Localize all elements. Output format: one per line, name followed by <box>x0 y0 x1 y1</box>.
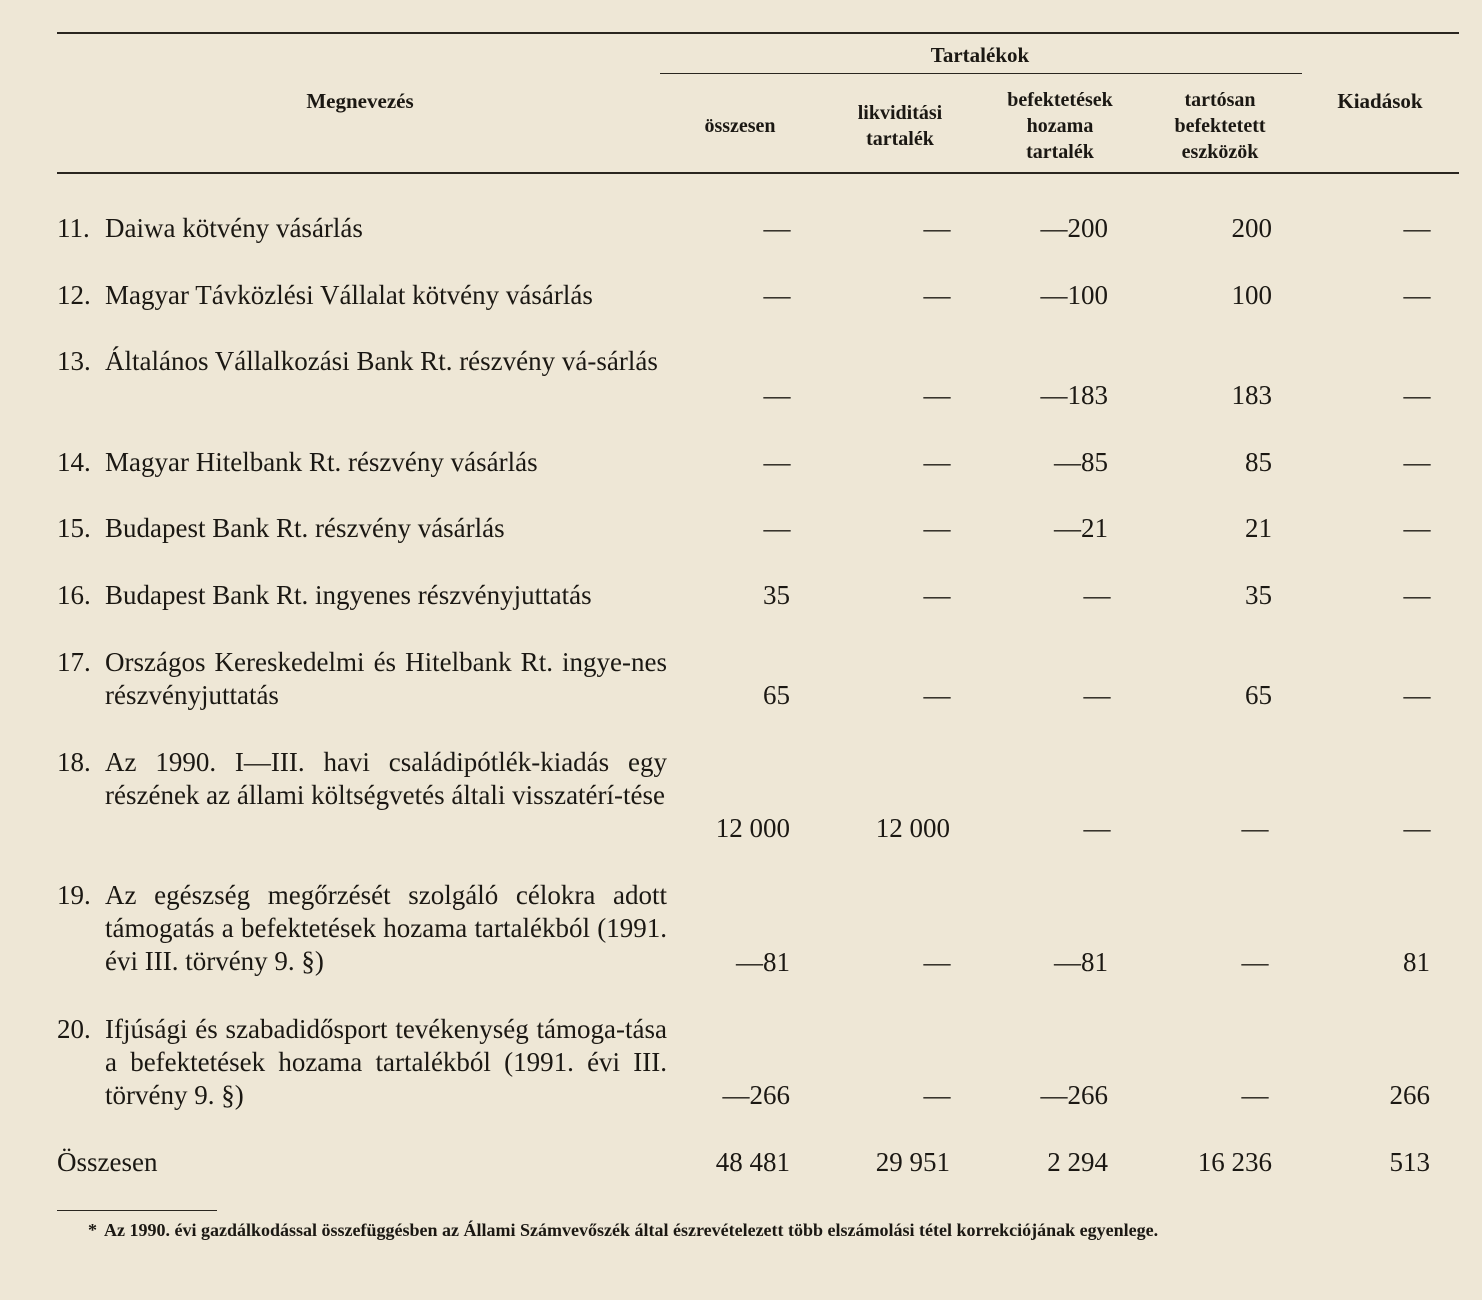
cell-total: —81 <box>736 947 790 977</box>
cell-liquidity: — <box>923 1080 951 1110</box>
row-number: 19. <box>57 880 91 910</box>
header-total: összesen <box>704 115 776 137</box>
cell-fixed-assets: — <box>1241 947 1269 977</box>
header-investment-yield <box>985 87 1135 165</box>
cell-liquidity: — <box>923 380 951 410</box>
cell-total: —266 <box>722 1080 790 1110</box>
cell-liquidity: 12 000 <box>875 813 950 843</box>
header-name: Megnevezés <box>306 89 414 113</box>
row-number: 18. <box>57 747 91 777</box>
total-cell-fixed-assets: 16 236 <box>1197 1147 1272 1177</box>
footnote-mark: * <box>88 1220 97 1240</box>
table-row-label <box>57 746 667 812</box>
row-text: Magyar Hitelbank Rt. részvény vásárlás <box>105 447 538 477</box>
total-cell-total: 48 481 <box>715 1147 790 1177</box>
cell-investment-yield: — <box>1083 580 1111 610</box>
table-row-label <box>57 279 667 312</box>
header-reserves: Tartalékok <box>930 43 1030 67</box>
row-text: Általános Vállalkozási Bank Rt. részvény vá-sárlás <box>105 346 658 376</box>
header-fixed-line2: befektetett <box>1174 115 1266 137</box>
cell-investment-yield: —100 <box>1040 280 1108 310</box>
cell-total: — <box>763 513 791 543</box>
row-number: 13. <box>57 346 91 376</box>
row-text: Országos Kereskedelmi és Hitelbank Rt. ingye-nes részvényjuttatás <box>105 647 667 710</box>
cell-fixed-assets: 85 <box>1245 447 1272 477</box>
cell-liquidity: — <box>923 947 951 977</box>
cell-expenses: — <box>1403 580 1431 610</box>
row-number: 16. <box>57 580 91 610</box>
cell-fixed-assets: 183 <box>1231 380 1272 410</box>
cell-fixed-assets: 200 <box>1231 213 1272 243</box>
cell-investment-yield: — <box>1083 813 1111 843</box>
header-investment-line1: befektetések <box>1007 89 1113 111</box>
row-text: Budapest Bank Rt. részvény vásárlás <box>105 513 505 543</box>
total-cell-expenses: 513 <box>1389 1147 1430 1177</box>
total-cell-investment-yield: 2 294 <box>1047 1147 1108 1177</box>
cell-investment-yield: —183 <box>1040 380 1108 410</box>
cell-fixed-assets: — <box>1241 1080 1269 1110</box>
cell-fixed-assets: — <box>1241 813 1269 843</box>
footnote-text: Az 1990. évi gazdálkodással összefüggésben az Állami Számvevőszék által észrevételezett több elszámolási tétel korrekciójának egyenlege. <box>104 1220 1159 1240</box>
header-liquidity <box>835 100 965 152</box>
table-row-label <box>57 646 667 712</box>
table-row-label <box>57 1013 667 1112</box>
cell-liquidity: — <box>923 680 951 710</box>
cell-expenses: — <box>1403 380 1431 410</box>
header-fixed-assets <box>1150 87 1290 165</box>
cell-total: 65 <box>763 680 790 710</box>
table-row-label <box>57 345 667 378</box>
cell-liquidity: — <box>923 513 951 543</box>
table-row-label <box>57 446 667 479</box>
cell-total: — <box>763 447 791 477</box>
cell-expenses: — <box>1403 513 1431 543</box>
cell-expenses: — <box>1403 213 1431 243</box>
cell-investment-yield: —85 <box>1054 447 1108 477</box>
reserves-rule <box>660 73 1302 74</box>
table-row-label <box>57 212 667 245</box>
cell-total: 35 <box>763 580 790 610</box>
row-text: Az 1990. I—III. havi családipótlék-kiadás egy részének az állami költségvetés általi visszatérí-tése <box>105 747 667 810</box>
row-number: 14. <box>57 447 91 477</box>
cell-total: — <box>763 213 791 243</box>
cell-expenses: — <box>1403 447 1431 477</box>
cell-fixed-assets: 100 <box>1231 280 1272 310</box>
table-row-label <box>57 879 667 978</box>
header-investment-line2: hozama <box>1026 115 1094 137</box>
header-fixed-line1: tartósan <box>1184 89 1256 111</box>
cell-fixed-assets: 21 <box>1245 513 1272 543</box>
total-label: Összesen <box>57 1147 158 1177</box>
row-number: 12. <box>57 280 91 310</box>
cell-liquidity: — <box>923 580 951 610</box>
row-text: Az egészség megőrzését szolgáló célokra adott támogatás a befektetések hozama tartalékból (1991. évi III. törvény 9. §) <box>105 880 667 976</box>
cell-liquidity: — <box>923 447 951 477</box>
row-text: Budapest Bank Rt. ingyenes részvényjuttatás <box>105 580 592 610</box>
footnote-rule <box>57 1210 217 1211</box>
cell-expenses: 266 <box>1389 1080 1430 1110</box>
header-liquidity-line2: tartalék <box>866 128 934 150</box>
table-row-label <box>57 579 667 612</box>
cell-investment-yield: —266 <box>1040 1080 1108 1110</box>
header-expenses: Kiadások <box>1337 89 1423 113</box>
header-liquidity-line1: likviditási <box>857 102 943 124</box>
row-number: 15. <box>57 513 91 543</box>
cell-total: — <box>763 280 791 310</box>
table-row-label <box>57 512 667 545</box>
header-fixed-line3: eszközök <box>1181 141 1259 163</box>
total-cell-liquidity: 29 951 <box>875 1147 950 1177</box>
row-text: Daiwa kötvény vásárlás <box>105 213 363 243</box>
top-rule <box>57 32 1459 34</box>
header-investment-line3: tartalék <box>1026 141 1094 163</box>
row-number: 11. <box>57 213 90 243</box>
cell-expenses: 81 <box>1403 947 1430 977</box>
cell-fixed-assets: 65 <box>1245 680 1272 710</box>
row-text: Magyar Távközlési Vállalat kötvény vásárlás <box>105 280 593 310</box>
cell-liquidity: — <box>923 213 951 243</box>
cell-expenses: — <box>1403 280 1431 310</box>
cell-total: 12 000 <box>715 813 790 843</box>
header-bottom-rule <box>57 172 1459 174</box>
row-number: 17. <box>57 647 91 677</box>
cell-fixed-assets: 35 <box>1245 580 1272 610</box>
cell-investment-yield: —200 <box>1040 213 1108 243</box>
cell-expenses: — <box>1403 680 1431 710</box>
cell-total: — <box>763 380 791 410</box>
row-number: 20. <box>57 1014 91 1044</box>
cell-expenses: — <box>1403 813 1431 843</box>
cell-liquidity: — <box>923 280 951 310</box>
cell-investment-yield: — <box>1083 680 1111 710</box>
cell-investment-yield: —81 <box>1054 947 1108 977</box>
cell-investment-yield: —21 <box>1054 513 1108 543</box>
row-text: Ifjúsági és szabadidősport tevékenység támoga-tása a befektetések hozama tartalékból (1991. évi III. törvény 9. §) <box>105 1014 667 1110</box>
